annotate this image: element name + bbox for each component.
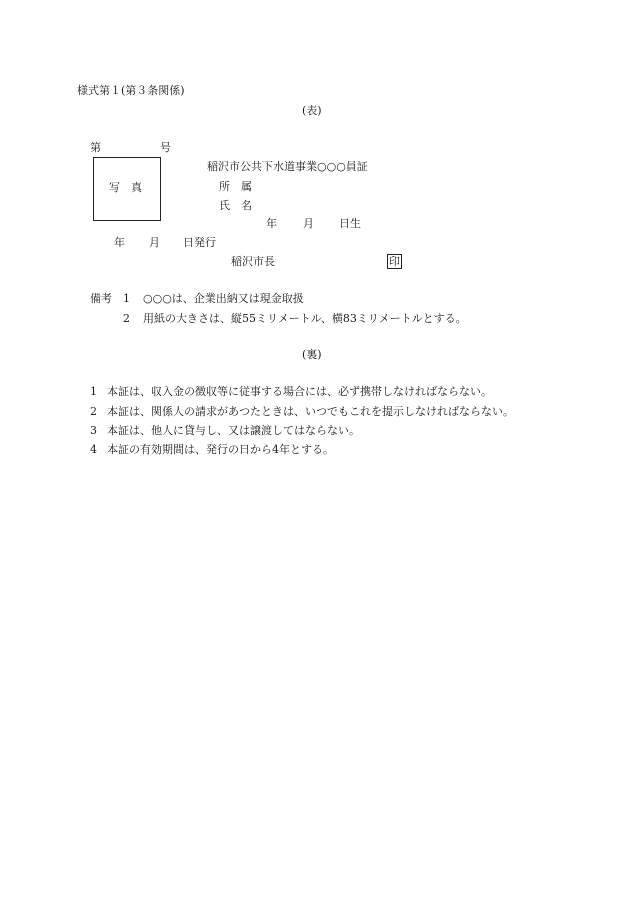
card-title: 稲沢市公共下水道事業○○○員証 — [207, 160, 368, 173]
back-item-text: 本証は、他人に貸与し、又は譲渡してはならない。 — [107, 424, 360, 437]
note-text: 用紙の大きさは、縦55ミリメートル、横83ミリメートルとする。 — [143, 312, 467, 325]
birth-month: 月 — [303, 217, 314, 230]
issuer: 稲沢市長 — [231, 255, 275, 268]
affiliation-label: 所 属 — [219, 180, 252, 193]
back-item-text: 本証は、収入金の徴収等に従事する場合には、必ず携帯しなければならない。 — [107, 385, 492, 398]
number-suffix: 号 — [160, 141, 171, 154]
issue-month: 月 — [149, 236, 160, 249]
birth-day: 日生 — [339, 217, 361, 230]
back-item-number: 2 — [90, 405, 97, 418]
front-heading: (表) — [302, 104, 322, 117]
back-item-number: 3 — [90, 424, 97, 437]
back-heading: (裏) — [302, 348, 322, 361]
note-number: 2 — [123, 312, 130, 325]
back-item-text: 本証は、関係人の請求があつたときは、いつでもこれを提示しなければならない。 — [107, 405, 514, 418]
issue-day: 日発行 — [183, 236, 216, 249]
photo-label: 写 真 — [109, 181, 142, 194]
birth-year: 年 — [266, 217, 277, 230]
number-prefix: 第 — [90, 141, 101, 154]
name-label: 氏 名 — [219, 199, 252, 212]
issue-year: 年 — [114, 236, 125, 249]
note-number: 1 — [123, 292, 130, 305]
back-item-number: 4 — [90, 443, 97, 456]
back-item-number: 1 — [90, 385, 97, 398]
back-item-text: 本証の有効期間は、発行の日から4年とする。 — [107, 443, 334, 456]
seal-stamp: 印 — [389, 255, 400, 268]
form-title: 様式第１(第３条関係) — [77, 84, 185, 97]
note-text: ○○○は、企業出納又は現金取扱 — [143, 292, 304, 305]
notes-label: 備考 — [90, 292, 112, 305]
